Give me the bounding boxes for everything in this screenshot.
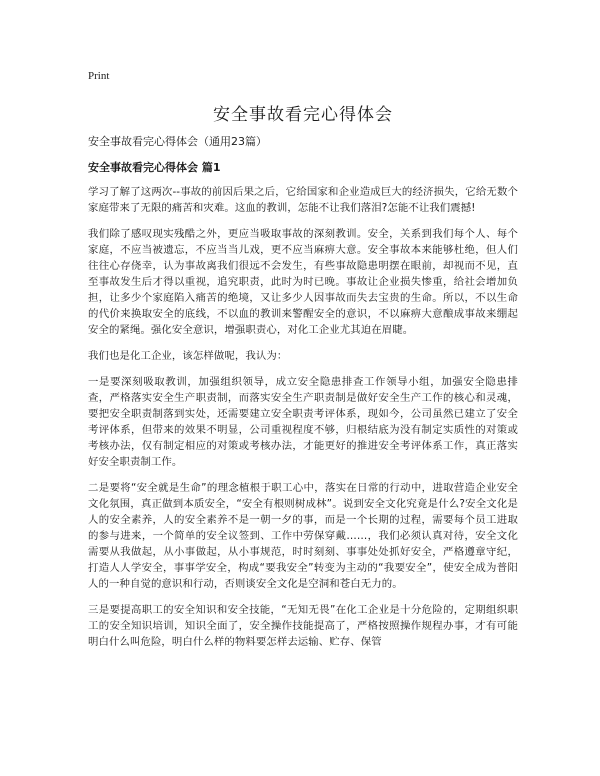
paragraph: 学习了解了这两次--事故的前因后果之后，它给国家和企业造成巨大的经济损失，它给无数个家庭带来了无限的痛苦和灾难。这血的教训，怎能不让我们落泪?怎能不让我们震撼!	[88, 186, 518, 214]
document-subtitle: 安全事故看完心得体会（通用23篇）	[88, 135, 267, 148]
paragraph: 二是要将“安全就是生命”的理念植根于职工心中，落实在日常的行动中，进取营造企业安全文化氛围，真正做到本质安全，“安全有根则树成林”。说到安全文化究竟是什么?安全文化是人的安全素养，人的安全素养不是一朝一夕的事，而是一个长期的过程，需要每个员工进取的参与进来，一个简单的安全议签到、工作中劳保穿戴……，我们必须认真对待，安全文化需要从我做起，从小事做起，从小事规范，时时刻刻、事事处处抓好安全，严格遵章守纪，打造人人学安全，事事学安全，构成“要我安全”转变为主动的“我要安全”，使安全成为普阳人的一种自觉的意识和行动，否则谈安全文化是空洞和苍白无力的。	[88, 482, 518, 590]
document-title: 安全事故看完心得体会	[213, 105, 393, 125]
paragraph: 一是要深刻吸取教训，加强组织领导，成立安全隐患排查工作领导小组，加强安全隐患排查，严格落实安全生产职责制，而落实安全生产职责制是做好安全生产工作的核心和灵魂，要把安全职责制落到实处，还需要建立安全职责考评体系，现如今，公司虽然已建立了安全考评体系，但带来的效果不明显，公司重视程度不够，归根结底为没有制定实质性的对策或考核办法，仅有制定相应的对策或考核办法，才能更好的推进安全考评体系工作，真正落实好安全职责制工作。	[88, 376, 518, 468]
document-body	[88, 184, 518, 660]
paragraph: 三是要提高职工的安全知识和安全技能，“无知无畏”在化工企业是十分危险的，定期组织职工的安全知识培训，知识全面了，安全操作技能提高了，严格按照操作规程办事，才有可能明白什么叫危险，明白什么样的物料要怎样去运输、贮存、保管	[88, 604, 518, 648]
paragraph: 我们除了感叹现实残酷之外，更应当吸取事故的深刻教训。安全，关系到我们每个人、每个家庭，不应当被遗忘，不应当当儿戏，更不应当麻痹大意。安全事故本来能够杜绝，但人们往往心存侥幸，认为事故离我们很远不会发生，有些事故隐患明摆在眼前，却视而不见，直至事故发生后才得以重视，追究职责，此时为时已晚。事故让企业损失惨重，给社会增加负担，让多少个家庭陷入痛苦的绝境，又让多少人因事故而失去宝贵的生命。所以，不以生命的代价来换取安全的底线，不以血的教训来警醒安全的意识，不以麻痹大意酿成事故来绷起安全的紧绳。强化安全意识，增强职责心，对化工企业尤其迫在眉睫。	[88, 228, 518, 336]
section-heading: 安全事故看完心得体会 篇1	[88, 161, 221, 174]
paragraph: 我们也是化工企业，该怎样做呢，我认为：	[88, 350, 288, 362]
print-link[interactable]: Print	[88, 70, 110, 82]
